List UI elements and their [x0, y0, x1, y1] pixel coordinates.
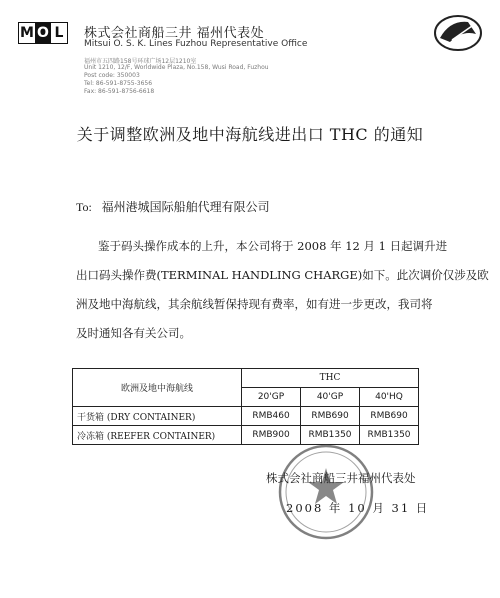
rate-cell: RMB460	[242, 407, 301, 426]
table-row	[73, 407, 419, 426]
body-line: 出口码头操作费(TERMINAL HANDLING CHARGE)如下。此次调价仅涉及欧	[76, 268, 489, 282]
address-line: Unit 1210, 12/F, Worldwide Plaza, No.158, Wusi Road, Fuzhou	[84, 64, 269, 71]
logo-letter-m: M	[20, 25, 34, 41]
body-line: 鉴于码头操作成本的上升，本公司将于 2008 年 12 月 1 日起调升进	[98, 239, 448, 253]
mol-logo	[18, 22, 68, 44]
company-seal-stamp	[276, 442, 376, 542]
row-label: 冷冻箱 (REEFER CONTAINER)	[73, 426, 242, 445]
thc-header: THC	[242, 369, 419, 388]
address-line: Tel: 86-591-8755-3656	[84, 80, 153, 87]
company-name-en: Mitsui O. S. K. Lines Fuzhou Representative Office	[84, 39, 308, 49]
row-label: 干货箱 (DRY CONTAINER)	[73, 407, 242, 426]
logo-letter-l: L	[51, 23, 67, 43]
rate-cell: RMB1350	[360, 426, 419, 445]
column-header: 40'HQ	[360, 388, 419, 407]
company-emblem-icon	[432, 12, 484, 54]
body-line: 洲及地中海航线，其余航线暂保持现有费率，如有进一步更改，我司将	[76, 297, 433, 311]
column-header: 40'GP	[301, 388, 360, 407]
signature-company: 株式会社商船三井福州代表处	[266, 471, 416, 485]
notice-title: 关于调整欧洲及地中海航线进出口 THC 的通知	[76, 125, 424, 144]
rate-cell: RMB900	[242, 426, 301, 445]
address-line: Post code: 350003	[84, 72, 140, 79]
rate-cell: RMB690	[301, 407, 360, 426]
rate-cell: RMB690	[360, 407, 419, 426]
body-line: 及时通知各有关公司。	[76, 326, 191, 340]
signature-date: 2008 年 10 月 31 日	[286, 501, 430, 515]
thc-rate-table	[72, 368, 419, 445]
recipient-name: 福州港城国际船舶代理有限公司	[101, 200, 270, 214]
recipient-label: To:	[76, 200, 92, 214]
logo-letter-o: O	[35, 23, 51, 43]
address-line: 福州市五四路158号环球广场12层1210室	[84, 58, 197, 65]
company-name-cn: 株式会社商船三井 福州代表处	[84, 26, 265, 41]
route-header: 欧洲及地中海航线	[73, 369, 242, 407]
column-header: 20'GP	[242, 388, 301, 407]
table-header-row	[73, 369, 419, 388]
address-line: Fax: 86-591-8756-6618	[84, 88, 155, 95]
rate-cell: RMB1350	[301, 426, 360, 445]
body-paragraph	[76, 232, 489, 348]
recipient-line	[76, 198, 270, 215]
